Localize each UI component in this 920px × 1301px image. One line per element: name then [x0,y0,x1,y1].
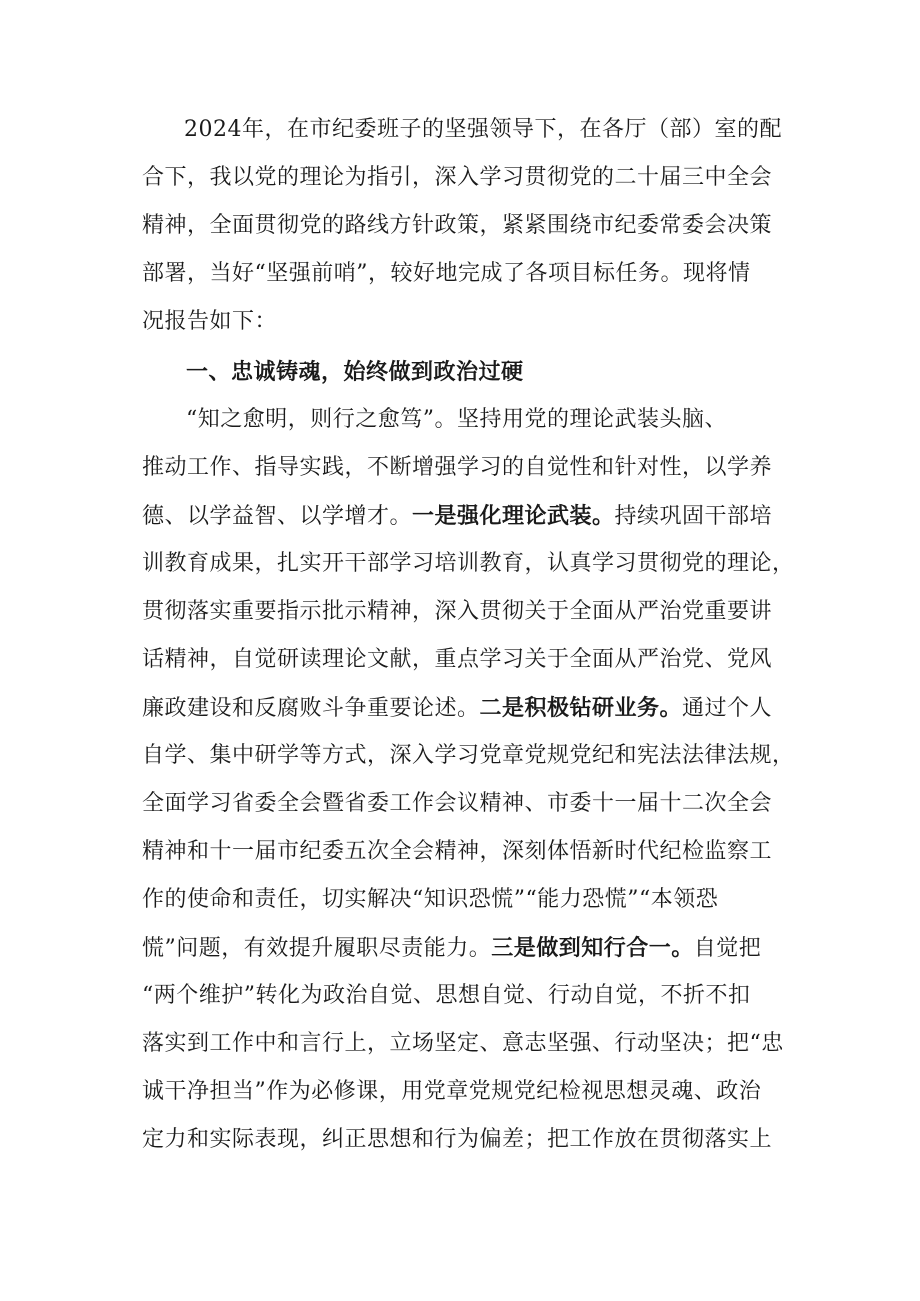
body-line-3-tail: 持续巩固干部培 [614,504,773,529]
point-two-title: 二是积极钻研业务。 [479,695,683,721]
body-line-15: 诚干净担当”作为必修课，用党章党规党纪检视思想灵魂、政治 [142,1079,762,1104]
body-line-12 [142,924,761,972]
body-line-12-text: 慌”问题，有效提升履职尽责能力。 [142,936,492,961]
body-line-14: 落实到工作中和言行上，立场坚定、意志坚强、行动坚决；把“忠 [142,1031,784,1056]
intro-line-3: 精神，全面贯彻党的路线方针政策，紧紧围绕市纪委常委会决策 [142,213,773,238]
section-heading: 一、忠诚铸魂，始终做到政治过硬 [186,360,524,385]
body-line-13: “两个维护”转化为政治自觉、思想自觉、行动自觉，不折不扣 [142,983,751,1008]
body-line-3-text: 德、以学益智、以学增才。 [142,504,413,529]
body-line-8: 自学、集中研学等方式，深入学习党章党规党纪和宪法法律法规， [142,743,795,768]
intro-line-4: 部署，当好“坚强前哨”，较好地完成了各项目标任务。现将情 [142,261,751,286]
body-line-9: 全面学习省委全会暨省委工作会议精神、市委十一届十二次全会 [142,791,773,816]
body-line-6: 话精神，自觉研读理论文献，重点学习关于全面从严治党、党风 [142,647,773,672]
body-line-12-tail: 自觉把 [693,936,762,961]
body-line-3 [142,492,772,540]
intro-line-5: 况报告如下： [142,309,278,334]
point-three-title: 三是做到知行合一。 [491,935,694,961]
body-line-1: “知之愈明，则行之愈笃”。坚持用党的理论武装头脑、 [186,407,727,432]
body-line-5: 贯彻落实重要指示批示精神，深入贯彻关于全面从严治党重要讲 [142,599,773,624]
body-line-16: 定力和实际表现，纠正思想和行为偏差；把工作放在贯彻落实上 [142,1127,773,1152]
intro-line-2: 合下，我以党的理论为指引，深入学习贯彻党的二十届三中全会 [142,165,773,190]
point-one-title: 一是强化理论武装。 [412,503,615,529]
body-line-7-text: 廉政建设和反腐败斗争重要论述。 [142,696,480,721]
body-line-4: 训教育成果，扎实开干部学习培训教育，认真学习贯彻党的理论， [142,551,795,576]
body-line-7 [142,684,772,732]
body-line-11: 作的使命和责任，切实解决“知识恐慌”“能力恐慌”“本领恐 [142,887,719,912]
intro-line-1: 2024年，在市纪委班子的坚强领导下，在各厅（部）室的配 [184,117,782,142]
body-line-2: 推动工作、指导实践，不断增强学习的自觉性和针对性，以学养 [142,455,773,480]
body-line-10: 精神和十一届市纪委五次全会精神，深刻体悟新时代纪检监察工 [142,839,773,864]
body-line-7-tail: 通过个人 [682,696,773,721]
